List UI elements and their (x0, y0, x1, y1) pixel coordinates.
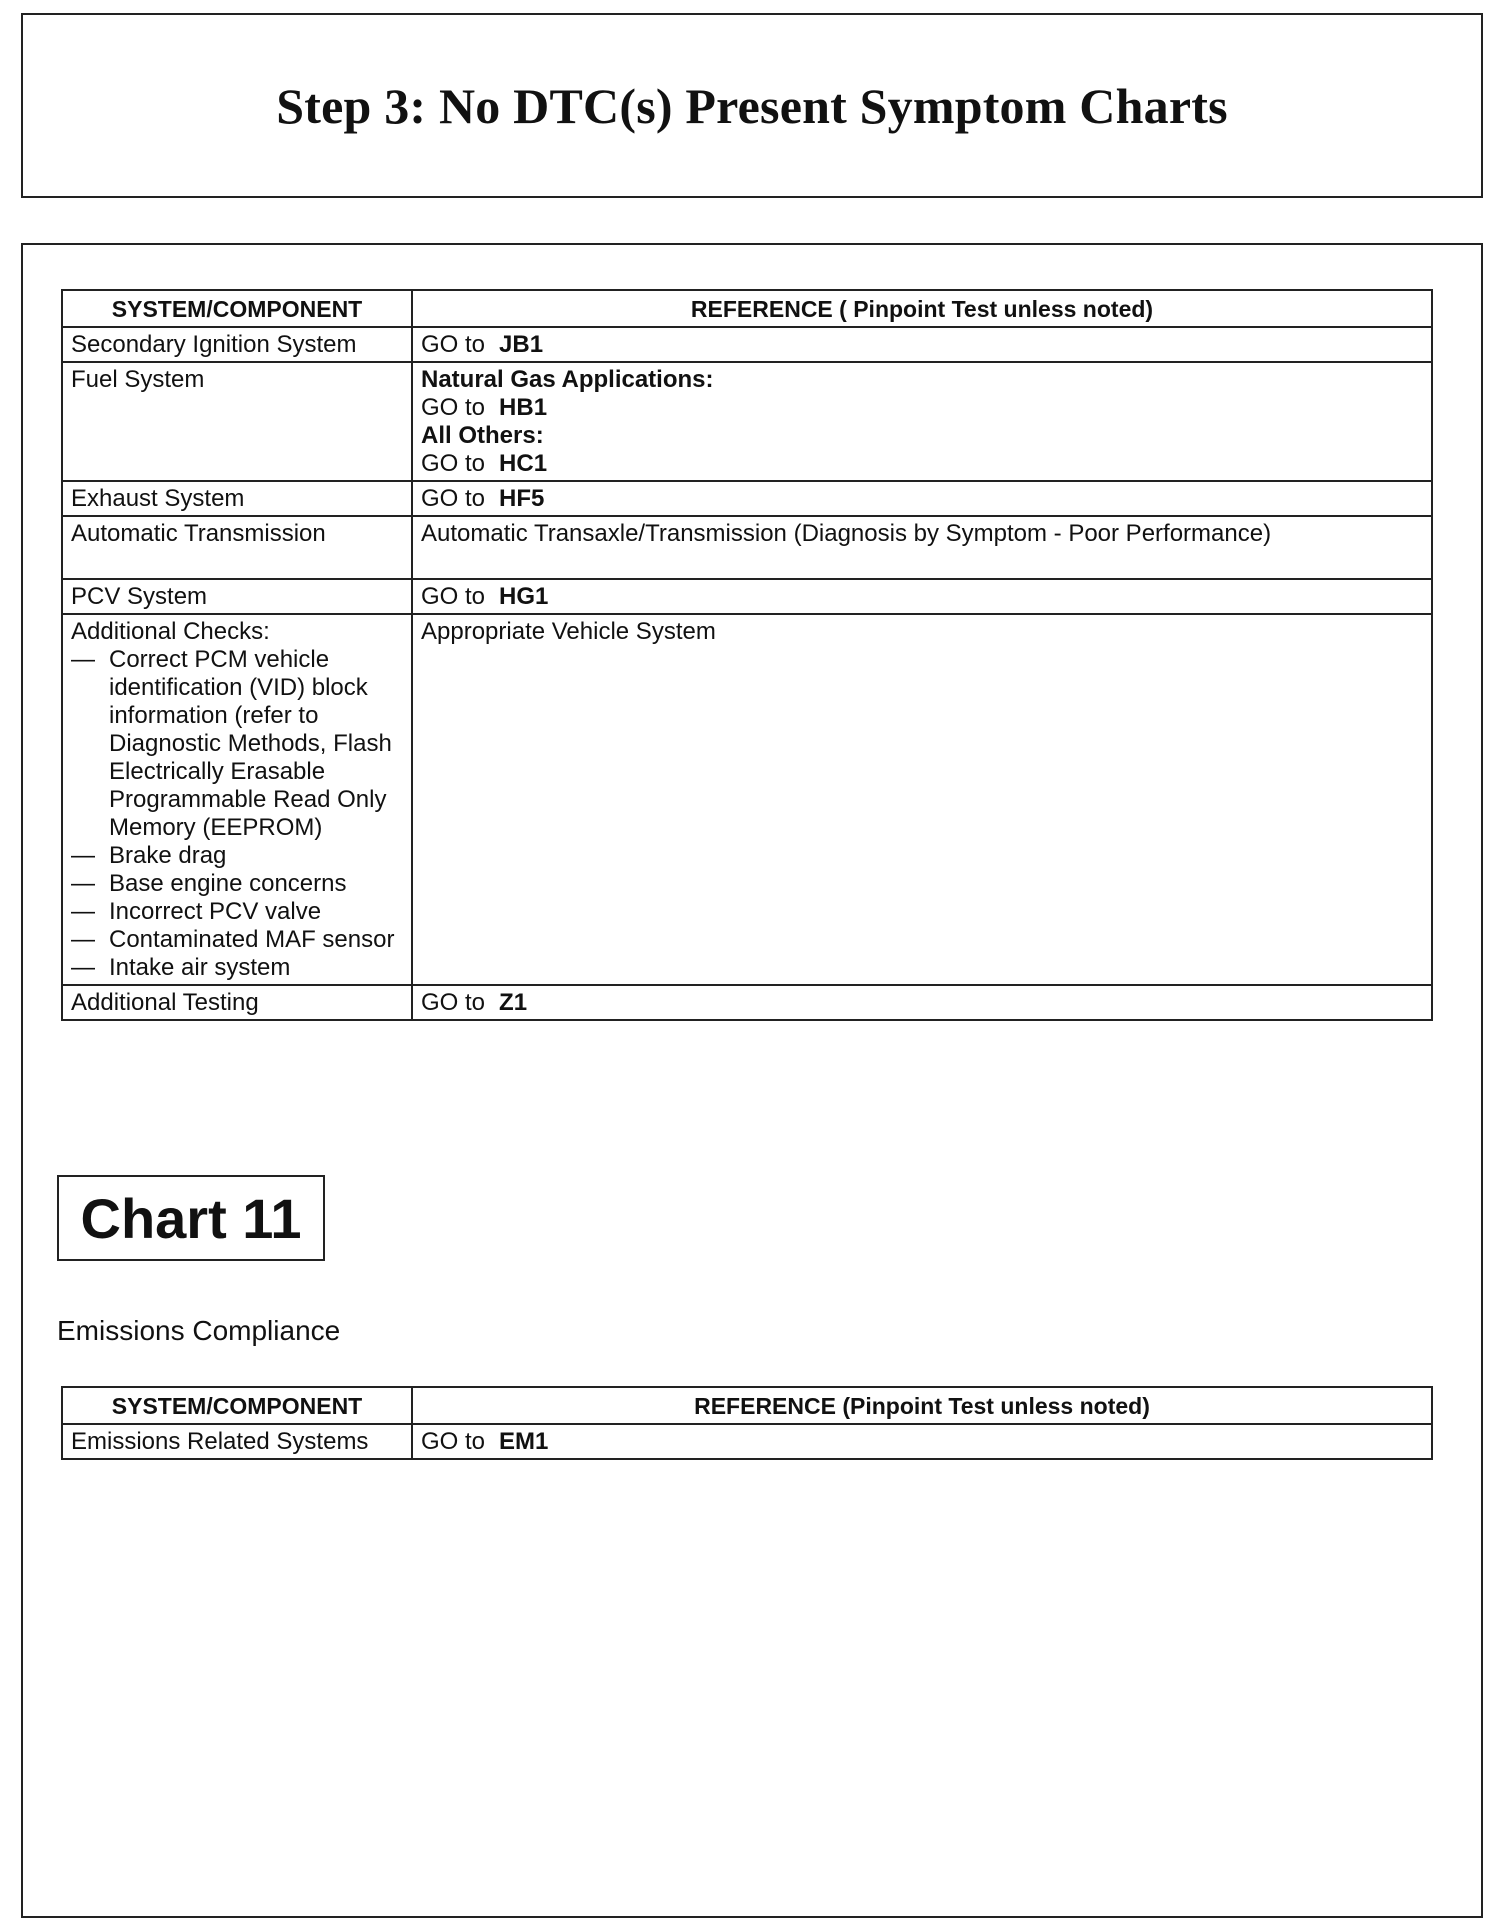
list-item: — Incorrect PCV valve (71, 898, 322, 925)
table-row (62, 362, 1432, 481)
symptom-table (61, 289, 1433, 1021)
list-item: — Intake air system (71, 954, 291, 981)
pinpoint-code: EM1 (499, 1428, 549, 1455)
table-header-row (62, 290, 1432, 327)
additional-checks-list (71, 646, 403, 982)
page-title: Step 3: No DTC(s) Present Symptom Charts (276, 77, 1228, 134)
reference-cell (412, 327, 1432, 362)
table-row (62, 516, 1432, 579)
go-to-label: GO to (421, 394, 486, 421)
table-row (62, 327, 1432, 362)
list-item: — Brake drag (71, 842, 227, 869)
component-cell: Exhaust System (62, 481, 412, 516)
table-header-row (62, 1387, 1432, 1424)
header-reference: REFERENCE ( Pinpoint Test unless noted) (412, 290, 1432, 327)
go-to-label: GO to (421, 331, 486, 358)
dash-bullet: — (71, 870, 95, 897)
chart-label-box (57, 1175, 325, 1261)
main-content-box (21, 243, 1483, 1918)
chart-label: Chart 11 (80, 1186, 302, 1250)
pinpoint-code: HG1 (499, 583, 549, 610)
dash-bullet: — (71, 898, 95, 925)
go-to-label: GO to (421, 450, 486, 477)
table-row (62, 1424, 1432, 1459)
header-system-component: SYSTEM/COMPONENT (62, 290, 412, 327)
table-row (62, 579, 1432, 614)
pinpoint-code: HF5 (499, 485, 545, 512)
dash-bullet: — (71, 954, 95, 981)
reference-cell (412, 579, 1432, 614)
pinpoint-code: JB1 (499, 331, 544, 358)
component-cell: Automatic Transmission (62, 516, 412, 579)
list-item: — Correct PCM vehicle identification (VID) block information (refer to Diagnostic Methods, Flash Electrically Erasable Programmable Read Only Memory (EEPROM) (71, 646, 392, 841)
pinpoint-code: HC1 (499, 450, 548, 477)
go-to-label: GO to (421, 583, 486, 610)
table-row (62, 614, 1432, 985)
component-cell: Fuel System (62, 362, 412, 481)
chart-subtitle: Emissions Compliance (57, 1315, 341, 1346)
header-system-component: SYSTEM/COMPONENT (62, 1387, 412, 1424)
list-item: — Base engine concerns (71, 870, 347, 897)
reference-cell (412, 1424, 1432, 1459)
component-cell: Secondary Ignition System (62, 327, 412, 362)
dash-bullet: — (71, 926, 95, 953)
additional-checks-label: Additional Checks: (71, 618, 270, 645)
reference-cell (412, 481, 1432, 516)
go-to-label: GO to (421, 1428, 486, 1455)
header-reference: REFERENCE (Pinpoint Test unless noted) (412, 1387, 1432, 1424)
table-row (62, 985, 1432, 1020)
component-cell: PCV System (62, 579, 412, 614)
dash-bullet: — (71, 842, 95, 869)
natural-gas-label: Natural Gas Applications: (421, 366, 714, 393)
pinpoint-code: Z1 (499, 989, 528, 1016)
list-item: — Contaminated MAF sensor (71, 926, 395, 953)
reference-cell: Automatic Transaxle/Transmission (Diagnosis by Symptom - Poor Performance) (412, 516, 1432, 579)
pinpoint-code: HB1 (499, 394, 548, 421)
reference-cell: Appropriate Vehicle System (412, 614, 1432, 985)
component-cell (62, 614, 412, 985)
component-cell: Emissions Related Systems (62, 1424, 412, 1459)
title-box (21, 13, 1483, 198)
reference-cell (412, 985, 1432, 1020)
go-to-label: GO to (421, 989, 486, 1016)
reference-cell (412, 362, 1432, 481)
emissions-table (61, 1386, 1433, 1460)
all-others-label: All Others: (421, 422, 544, 449)
component-cell: Additional Testing (62, 985, 412, 1020)
go-to-label: GO to (421, 485, 486, 512)
table-row (62, 481, 1432, 516)
dash-bullet: — (71, 646, 95, 673)
